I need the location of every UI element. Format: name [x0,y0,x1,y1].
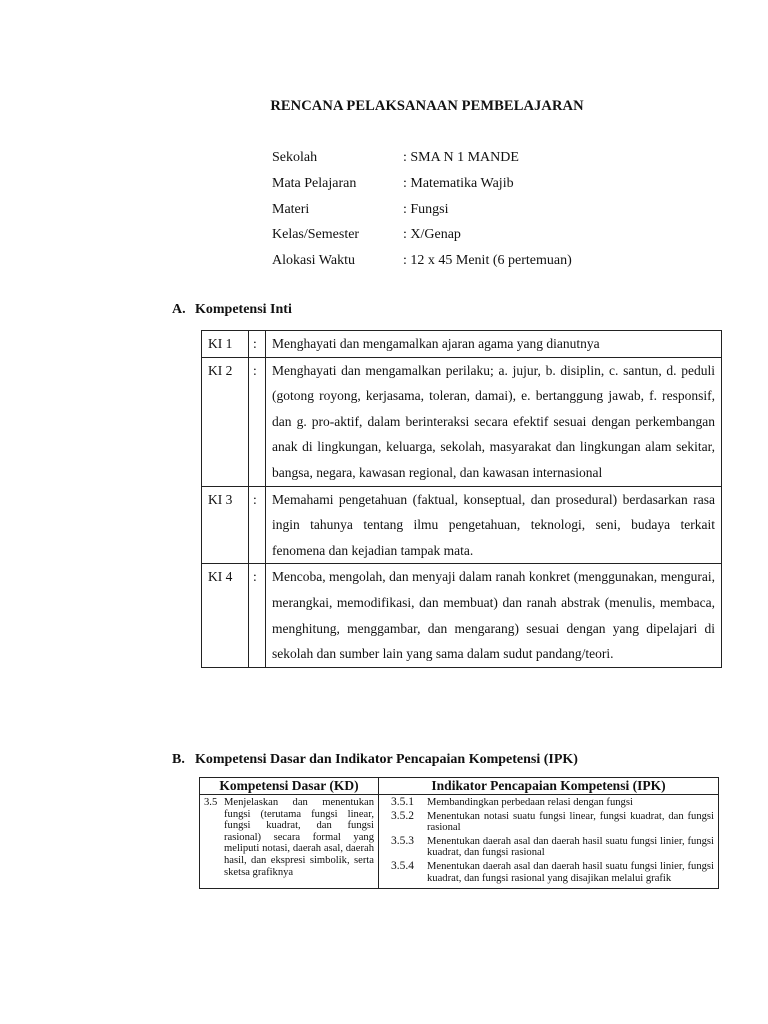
section-letter: B. [172,752,185,767]
kompetensi-inti-table [201,330,722,668]
info-row-kelas-semester [272,227,572,253]
info-row-sekolah [272,150,572,176]
ipk-item [383,861,714,884]
info-value: : SMA N 1 MANDE [403,150,519,165]
ki-text: Menghayati dan mengamalkan ajaran agama yang dianutnya [266,331,722,358]
ki-code: KI 3 [202,486,249,564]
ipk-text: Menentukan daerah asal dan daerah hasil suatu fungsi linier, fungsi kuadrat, dan fungsi rasional [427,835,714,859]
ki-separator: : [249,331,266,358]
document-title: RENCANA PELAKSANAAN PEMBELAJARAN [270,98,584,114]
info-label: Kelas/Semester [272,227,360,243]
info-row-alokasi-waktu [272,253,572,279]
section-heading-a [172,302,292,318]
ipk-number: 3.5.1 [391,796,414,808]
section-title: Kompetensi Inti [195,302,292,317]
info-row-materi [272,202,572,228]
ki-text: Mencoba, mengolah, dan menyaji dalam ranah konkret (menggunakan, mengurai, merangkai, memodifikasi, dan membuat) dan ranah abstrak (menulis, membaca, menghitung, menggambar, dan mengarang) sesuai dengan yang dipelajari di sekolah dan sumber lain yang sama dalam sudut pandang/teori. [266,564,722,667]
table-row [202,357,722,486]
info-label: Materi [272,201,310,217]
section-letter: A. [172,302,186,317]
info-value: : X/Genap [403,227,461,243]
kd-text: Menjelaskan dan menentukan fungsi (terutama fungsi linear, fungsi kuadrat, dan fungsi rasional) secara formal yang meliputi notasi, daerah asal, daerah hasil, dan ekspresi simbolik, serta sketsa grafiknya [224,797,374,878]
ipk-item [383,836,714,859]
ki-code: KI 1 [202,331,249,358]
column-header-ipk: Indikator Pencapaian Kompetensi (IPK) [379,778,719,795]
ipk-number: 3.5.4 [391,859,414,872]
ki-separator: : [249,564,266,667]
section-heading-b [172,752,578,768]
table-row [202,486,722,564]
ipk-text: Menentukan daerah asal dan daerah hasil suatu fungsi linier, fungsi kuadrat, dan fungsi rasional yang disajikan melalui grafik [427,860,714,884]
info-block [272,150,572,279]
info-label: Sekolah [272,150,318,165]
info-value: : 12 x 45 Menit (6 pertemuan) [403,253,572,269]
ki-separator: : [249,357,266,486]
ki-text: Memahami pengetahuan (faktual, konseptual, dan prosedural) berdasarkan rasa ingin tahunya tentang ilmu pengetahuan, teknologi, seni, budaya terkait fenomena dan kejadian tampak mata. [266,486,722,564]
ipk-item [383,797,714,809]
ipk-item [383,811,714,834]
info-row-mata-pelajaran [272,176,572,202]
table-row [202,564,722,667]
ipk-number: 3.5.2 [391,809,414,822]
section-title: Kompetensi Dasar dan Indikator Pencapaian Kompetensi (IPK) [195,752,578,767]
ki-code: KI 2 [202,357,249,486]
ipk-number: 3.5.3 [391,834,414,847]
kd-item [204,797,374,878]
info-label: Mata Pelajaran [272,175,357,191]
ki-separator: : [249,486,266,564]
kd-number: 3.5 [204,797,218,808]
ipk-text: Membandingkan perbedaan relasi dengan fungsi [427,797,633,808]
info-label: Alokasi Waktu [272,253,355,269]
column-header-kd: Kompetensi Dasar (KD) [200,778,379,795]
ipk-cell [379,795,719,889]
info-value: : Fungsi [403,201,449,217]
ki-code: KI 4 [202,564,249,667]
table-row [200,795,719,889]
ipk-text: Menentukan notasi suatu fungsi linear, fungsi kuadrat, dan fungsi rasional [427,810,714,834]
kompetensi-dasar-table [199,777,719,889]
ki-text: Menghayati dan mengamalkan perilaku; a. jujur, b. disiplin, c. santun, d. peduli (gotong royong, kerjasama, toleran, damai), e. bertanggung jawab, f. responsif, dan g. pro-aktif, dalam berinteraksi secara efektif sesuai dengan perkembangan anak di lingkungan, keluarga, sekolah, masyarakat dan lingkungan alam sekitar, bangsa, negara, kawasan regional, dan kawasan internasional [266,357,722,486]
table-row [202,331,722,358]
kd-cell [200,795,379,889]
table-header-row [200,778,719,795]
info-value: : Matematika Wajib [403,175,514,191]
